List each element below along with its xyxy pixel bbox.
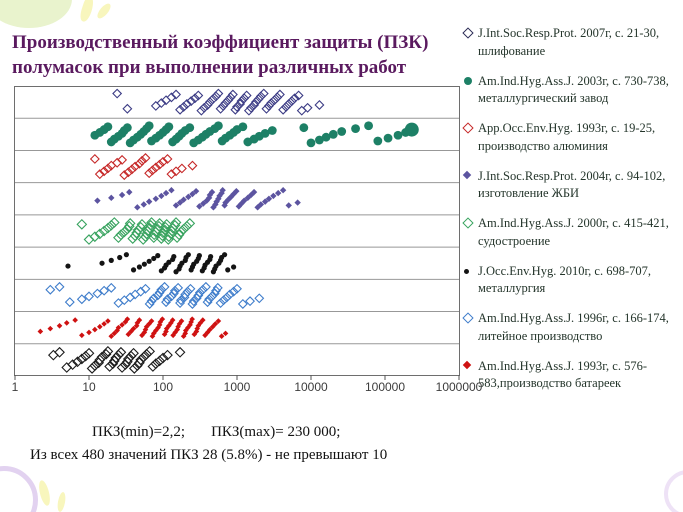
legend-item-4 (462, 168, 681, 204)
x-axis (0, 380, 683, 396)
decor-yellow-ray (95, 2, 113, 21)
slide-title-line2: полумасок при выполнении различных работ (12, 57, 407, 79)
legend-item-3 (462, 120, 681, 156)
stats-summary: Из всех 480 значений ПКЗ 28 (5.8%) - не превышают 10 (30, 446, 388, 463)
decor-lavender-arc (664, 470, 683, 512)
diamond-open-legend-icon (462, 29, 475, 39)
slide-title (12, 30, 464, 80)
legend-label: Am.Ind.Hyg.Ass.J. 1993г, с. 576-583,производство батареек (478, 358, 647, 391)
legend-item-5 (462, 215, 681, 251)
legend-label: Am.Ind.Hyg.Ass.J. 1996г, с. 166-174, литейное производство (478, 311, 669, 343)
diamond-legend-icon (462, 362, 475, 372)
legend-label: J.Int.Soc.Resp.Prot. 2007г, с. 21-30, шлифование (478, 26, 660, 58)
diamond-open-legend-icon (462, 314, 475, 324)
legend-label: Am.Ind.Hyg.Ass.J. 2003г, с. 730-738, металлургический завод (478, 73, 669, 106)
legend-item-6 (462, 263, 681, 299)
diamond-open-legend-icon (462, 124, 475, 134)
legend-label: App.Occ.Env.Hyg. 1993г, с. 19-25, производство алюминия (478, 121, 656, 153)
x-tick-label: 10000 (294, 380, 328, 394)
decor-yellow-ray (78, 0, 96, 23)
stats-minmax (30, 421, 460, 444)
slide-title-line1: Производственный коэффициент защиты (ПЗК) (12, 32, 429, 53)
x-tick-label: 10 (82, 380, 96, 394)
legend-item-7 (462, 310, 681, 346)
diamond-open-legend-icon (462, 219, 475, 229)
dot-legend-icon (462, 267, 475, 277)
decor-yellow-ray (37, 479, 52, 506)
legend-label: J.Int.Soc.Resp.Prot. 2004г, с. 94-102, изготовление ЖБИ (478, 168, 666, 201)
circle-legend-icon (462, 77, 475, 87)
decor-green-blob (0, 0, 72, 28)
diamond-legend-icon (462, 172, 475, 182)
x-tick-label: 100 (152, 380, 174, 394)
x-tick-label: 1000 (223, 380, 251, 394)
legend-item-1 (462, 25, 681, 61)
x-tick-label: 100000 (364, 380, 406, 394)
decor-yellow-ray (56, 492, 66, 512)
stats-caption (30, 421, 460, 466)
legend-item-2 (462, 73, 681, 109)
decor-lavender-ring (0, 466, 38, 512)
scatter-chart (14, 86, 460, 382)
stats-min: ПКЗ(min)=2,2; (92, 424, 186, 440)
legend-label: Am.Ind.Hyg.Ass.J. 2000г, с. 415-421, судостроение (478, 216, 669, 248)
x-tick-label: 1000000 (435, 380, 483, 394)
stats-max: ПКЗ(max)= 230 000; (211, 424, 341, 440)
chart-legend (462, 25, 681, 405)
scatter-plot-area (14, 86, 460, 382)
x-tick-label: 1 (11, 380, 19, 394)
legend-label: J.Occ.Env.Hyg. 2010г, с. 698-707, металлургия (478, 263, 652, 296)
